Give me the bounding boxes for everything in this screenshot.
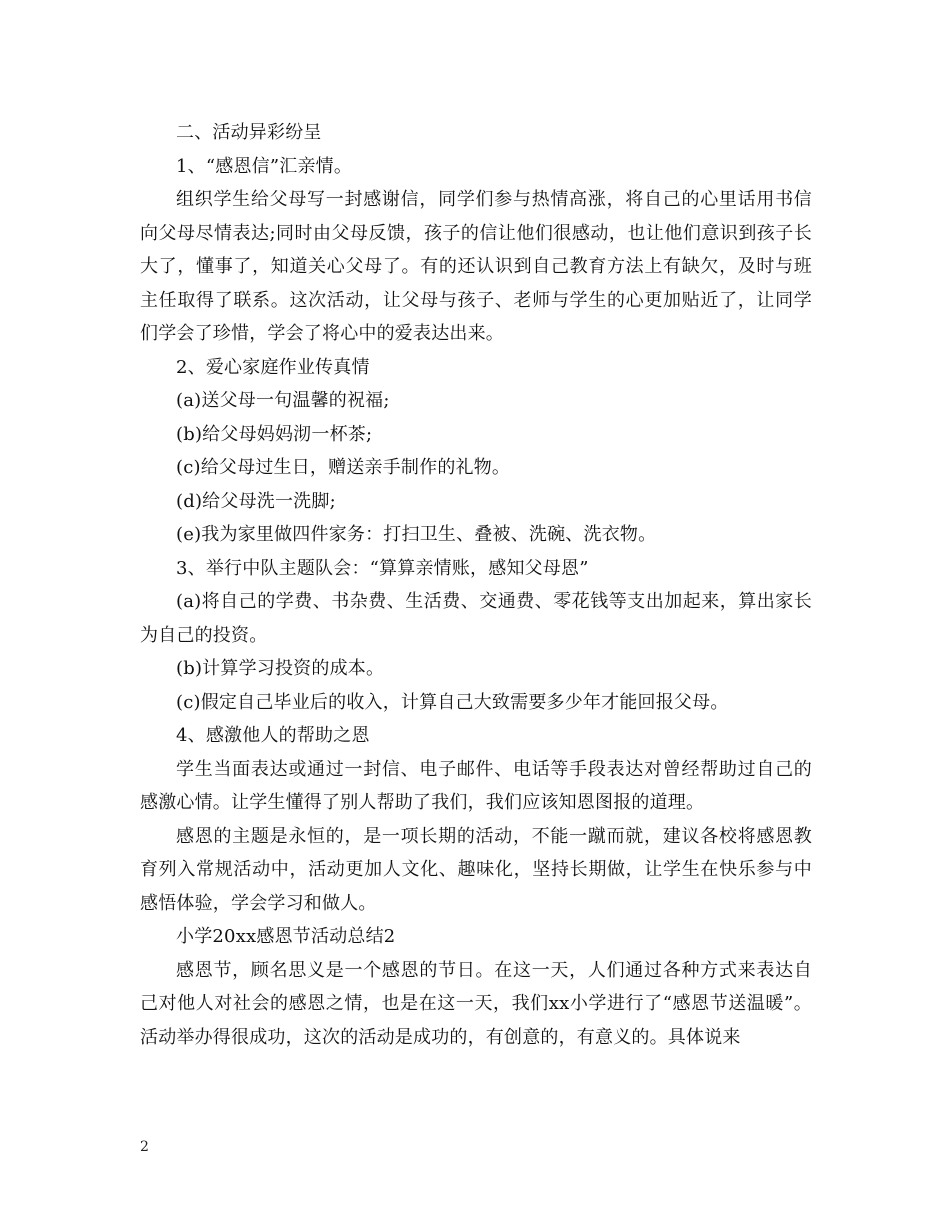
body-paragraph: 学生当面表达或通过一封信、电子邮件、电话等手段表达对曾经帮助过自己的感激心情。让学生懂得了别人帮助了我们，我们应该知恩图报的道理。: [140, 758, 812, 813]
document-body: [140, 116, 812, 1054]
item-heading: 2、爱心家庭作业传真情: [176, 356, 370, 378]
list-item: (a)将自己的学费、书杂费、生活费、交通费、零花钱等支出加起来，算出家长为自己的投资。: [140, 591, 812, 646]
item-heading: 1、“感恩信”汇亲情。: [176, 155, 353, 177]
section-title: 小学20xx感恩节活动总结2: [176, 926, 396, 947]
list-item: (b)计算学习投资的成本。: [176, 658, 385, 679]
list-item: (e)我为家里做四件家务：打扫卫生、叠被、洗碗、洗衣物。: [176, 524, 657, 545]
body-paragraph: 感恩节，顾名思义是一个感恩的节日。在这一天，人们通过各种方式来表达自己对他人对社会的感恩之情，也是在这一天，我们xx小学进行了“感恩节送温暖”。活动举办得很成功，这次的活动是成功的，有创意的，有意义的。具体说来: [140, 959, 812, 1048]
list-item: (c)假定自己毕业后的收入，计算自己大致需要多少年才能回报父母。: [176, 691, 729, 713]
list-item: (d)给父母洗一洗脚;: [176, 490, 336, 512]
page-number: 2: [140, 1139, 149, 1155]
list-item: (a)送父母一句温馨的祝福;: [176, 390, 390, 411]
item-heading: 4、感激他人的帮助之恩: [176, 725, 370, 746]
body-paragraph: 感恩的主题是永恒的，是一项长期的活动，不能一蹴而就，建议各校将感恩教育列入常规活动中，活动更加人文化、趣味化，坚持长期做，让学生在快乐参与中感悟体验，学会学习和做人。: [140, 825, 812, 914]
item-heading: 3、举行中队主题队会：“算算亲情账，感知父母恩”: [176, 557, 589, 579]
list-item: (c)给父母过生日，赠送亲手制作的礼物。: [176, 457, 511, 478]
section-heading: 二、活动异彩纷呈: [176, 122, 322, 143]
body-paragraph: 组织学生给父母写一封感谢信，同学们参与热情高涨，将自己的心里话用书信向父母尽情表达;同时由父母反馈，孩子的信让他们很感动，也让他们意识到孩子长大了，懂事了，知道关心父母了。有的还认识到自己教育方法上有缺欠，及时与班主任取得了联系。这次活动，让父母与孩子、老师与学生的心更加贴近了，让同学们学会了珍惜，学会了将心中的爱表达出来。: [140, 189, 812, 344]
list-item: (b)给父母妈妈沏一杯茶;: [176, 423, 373, 445]
